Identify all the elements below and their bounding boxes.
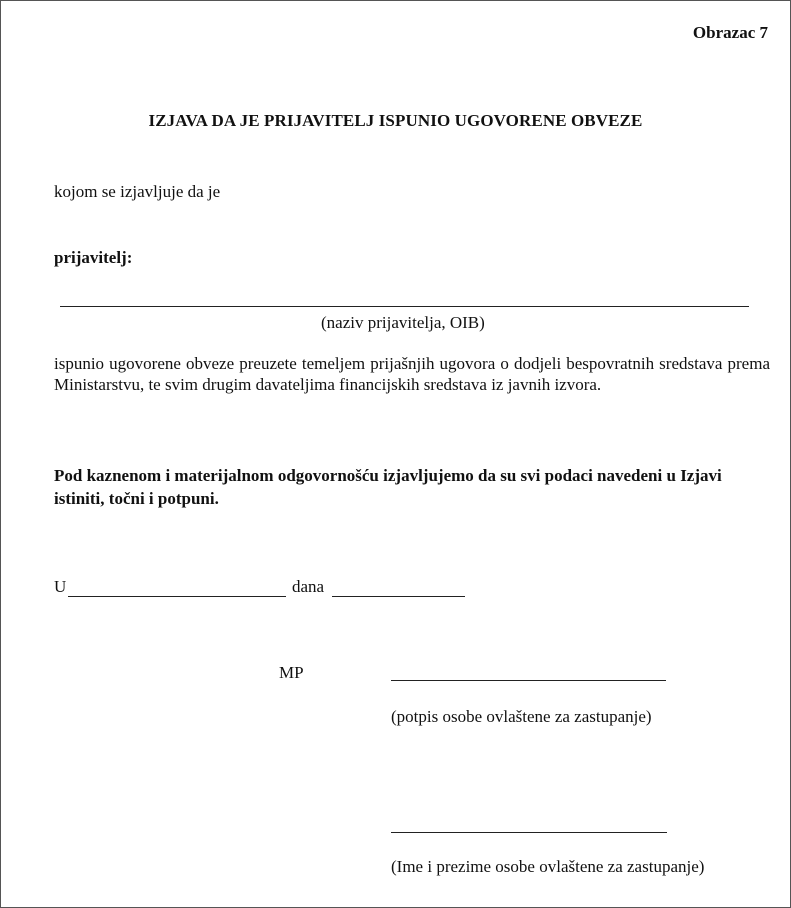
intro-text: kojom se izjavljuje da je	[54, 182, 221, 201]
applicant-caption: (naziv prijavitelja, OIB)	[321, 313, 485, 332]
name-line	[391, 832, 667, 833]
signature-caption: (potpis osobe ovlaštene za zastupanje)	[391, 707, 652, 726]
applicant-label: prijavitelj:	[54, 248, 133, 267]
date-label: dana	[292, 577, 325, 596]
stamp-label: MP	[279, 663, 304, 682]
place-label: U	[54, 577, 67, 596]
name-caption: (Ime i prezime osobe ovlaštene za zastupanje)	[391, 857, 705, 876]
date-line	[332, 596, 465, 597]
obligations-paragraph: ispunio ugovorene obveze preuzete temeljem prijašnjih ugovora o dodjeli bespovratnih sredstava prema Ministarstvu, te svim drugim davateljima financijskih sredstava iz javnih izvora.	[54, 354, 770, 394]
place-line	[68, 596, 286, 597]
document-title: IZJAVA DA JE PRIJAVITELJ ISPUNIO UGOVORENE OBVEZE	[148, 111, 643, 130]
applicant-name-line	[60, 306, 749, 307]
signature-line	[391, 680, 666, 681]
liability-declaration: Pod kaznenom i materijalnom odgovornošću izjavljujemo da su svi podaci navedeni u Izjavi istiniti, točni i potpuni.	[54, 466, 722, 508]
form-number: Obrazac 7	[692, 23, 768, 42]
